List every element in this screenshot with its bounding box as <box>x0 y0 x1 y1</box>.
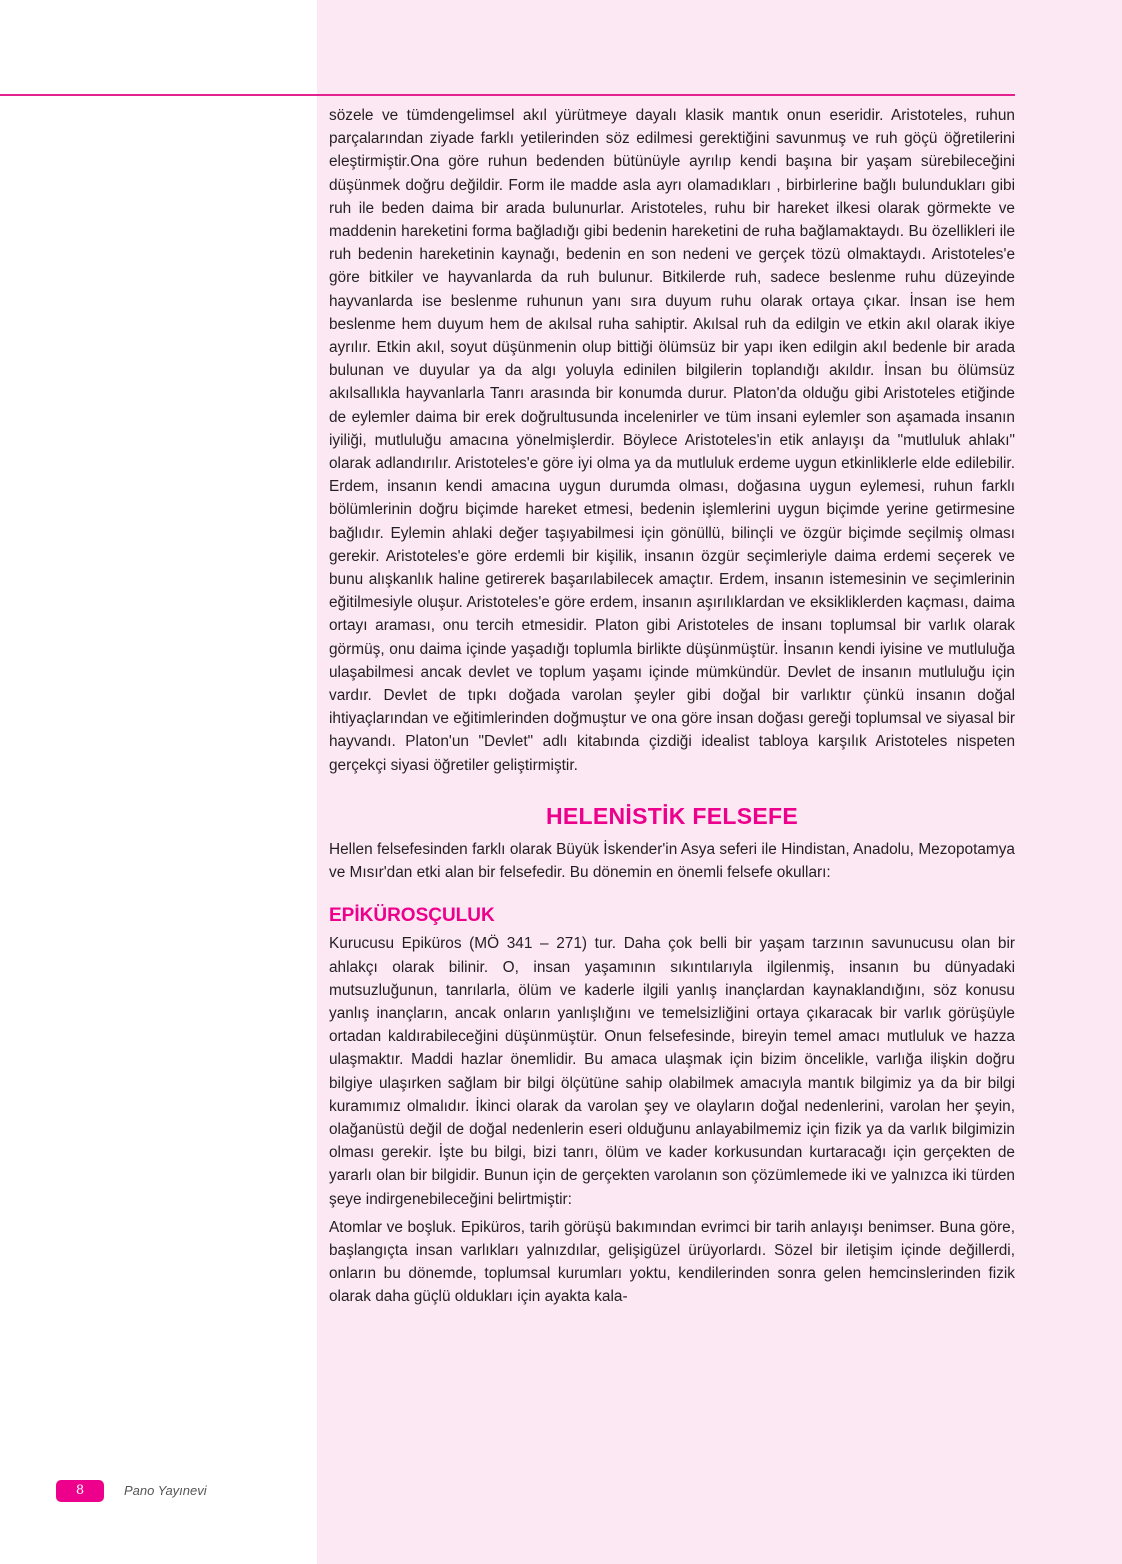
page-number-badge: 8 <box>56 1480 104 1502</box>
section-title-helenistik: HELENİSTİK FELSEFE <box>545 802 799 829</box>
body-paragraph-helenistik-intro: Hellen felsefesinden farklı olarak Büyük İskender'in Asya seferi ile Hindistan, Anadolu, Mezopotamya ve Mısır'dan etki alan bir felsefedir. Bu dönemin en önemli felsefe okulları: <box>329 840 1015 882</box>
subsection-title-epikurosculuk: EPİKÜROSÇULUK <box>329 905 495 927</box>
top-divider-line <box>0 94 1015 96</box>
body-paragraph-epikuros-1: Kurucusu Epiküros (MÖ 341 – 271) tur. Daha çok belli bir yaşam tarzının savunucusu olan bir ahlakçı olarak bilinir. O, insan yaşamının sıkıntılarıyla ilgilenmiş, insanın bu dünyadaki mutsuzluğunun, tanrılarla, ölüm ve kaderle ilgili yanlış inançlardan kaynaklandığını, söz konusu yanlış inançların, ancak onların yanlışlığını ve temelsizliğini ortaya çıkaracak bir varlık görüşüyle ortadan kaldırabileceğini düşünmüştür. Onun felsefesinde, bireyin temel amacı mutluluk ve hazza ulaşmaktır. Maddi hazlar önemlidir. Bu amaca ulaşmak için bizim öncelikle, varlığa ilişkin doğru bilgiye ulaşırken sağlam bir bilgi ölçütüne sahip olabilmek amacıyla mantık bilgimiz ya da bir bilgi kuramımız olmalıdır. İkinci olarak da varolan şey ve olayların doğal nedenlerini, varolan her şeyin, olağanüstü değil de doğal nedenlerin eseri olduğunu anlayabilmemiz için fizik ya da varlık bilgimizin olması gerekir. İşte bu bilgi, bizi tanrı, ölüm ve kader korkusundan kurtaracağı için gerçekten de yararlı olan bir bilgidir. Bunun için de gerçekten varolanın son çözümlemede iki ve yalnızca iki türden şeye indirgenebileceğini belirtmiştir: <box>329 935 1015 1208</box>
publisher-name: Pano Yayınevi <box>124 1483 207 1498</box>
body-paragraph-epikuros-2: Atomlar ve boşluk. Epiküros, tarih görüşü bakımından evrimci bir tarih anlayışı benimser. Buna göre, başlangıçta insan varlıkları yalnızdılar, gelişigüzel ürüyorlardı. Sözel bir iletişim içinde değillerdi, onların bu dönemde, toplumsal kurumları yoktu, kendilerinden sonra gelen hemcinslerinden fizik olarak daha güçlü oldukları için ayakta kala- <box>329 1218 1015 1306</box>
body-paragraph-aristoteles: sözele ve tümdengelimsel akıl yürütmeye dayalı klasik mantık onun eseridir. Aristoteles, ruhun parçalarından ziyade farklı yetilerinden söz edilmesi gerektiğini savunmuş ve ruh göçü öğretilerini eleştirmiştir.Ona göre ruhun bedenden bütünüyle ayrılıp kendi başına bir yaşam sürebileceğini düşünmek doğru değildir. Form ile madde asla ayrı olamadıkları , birbirlerine bağlı bulundukları gibi ruh ile beden daima bir arada bulunurlar. Aristoteles, ruhu bir hareket ilkesi olarak görmekte ve maddenin hareketini forma bağladığı gibi bedenin hareketini de ruha bağlamaktaydı. Bu özellikleri ile ruh bedenin hareketinin kaynağı, bedenin en son nedeni ve gerçek tözü olmaktaydı. Aristoteles'e göre bitkiler ve hayvanlarda da ruh bulunur. Bitkilerde ruh, sadece beslenme ruhu düzeyinde hayvanlarda ise beslenme ruhunun yanı sıra duyum ruhu olarak ortaya çıkar. İnsan ise hem beslenme hem duyum hem de akılsal ruha sahiptir. Akılsal ruh da edilgin ve etkin akıl olarak ikiye ayrılır. Etkin akıl, soyut düşünmenin olup bittiği ölümsüz bir yapı iken edilgin akıl bedenle bir arada bulunan ve duyular ya da algı yoluyla edinilen bilgilerin toplandığı akıldır. İnsan bu ölümsüz akılsallıkla hayvanlarla Tanrı arasında bir konumda durur. Platon'da olduğu gibi Aristoteles etiğinde de eylemler daima bir erek doğrultusunda incelenirler ve tüm insani eylemler son aşamada insanın iyiliği, mutluluğu amacına yönelmişlerdir. Böylece Aristoteles'in etik anlayışı da "mutluluk ahlakı" olarak adlandırılır. Aristoteles'e göre iyi olma ya da mutluluk erdeme uygun etkinliklerle elde edilebilir. Erdem, insanın kendi amacına uygun durumda olması, doğasına uygun eylemesi, ruhun farklı bölümlerinin doğru biçimde hareket etmesi, bedenin işlemlerini uygun biçimde yerine getirmesine bağlıdır. Eylemin ahlaki değer taşıyabilmesi için gönüllü, bilinçli ve özgür biçimde seçilmiş olması gerekir. Aristoteles'e göre erdemli bir kişilik, insanın özgür seçimleriyle daima erdemi seçerek ve bunu alışkanlık haline getirerek başarılabilecek amaçtır. Erdem, insanın istemesinin ve seçimlerinin eğitilmesiyle oluşur. Aristoteles'e göre erdem, insanın aşırılıklardan ve eksikliklerden kaçması, daima ortayı araması, onu tercih etmesidir. Platon gibi Aristoteles de insanı toplumsal bir varlık olarak görmüş, onu daima içinde yaşadığı toplumla birlikte düşünmüştür. İnsanın kendi iyisine ve mutluluğa ulaşabilmesi ancak devlet ve toplum yaşamı içinde mümkündür. Devlet de insanın mutluluğu için vardır. Devlet de tıpkı doğada varolan şeyler gibi doğal bir varlıktır çünkü insanın doğal ihtiyaçlarından ve eğitimlerinden doğmuştur ve ona göre insan doğası gereği toplumsal ve siyasal bir hayvandı. Platon'un "Devlet" adlı kitabında çizdiği idealist tabloya karşılık Aristoteles nispeten gerçekçi siyasi öğretiler geliştirmiştir. <box>329 107 1015 774</box>
main-text-column <box>329 104 1015 1309</box>
